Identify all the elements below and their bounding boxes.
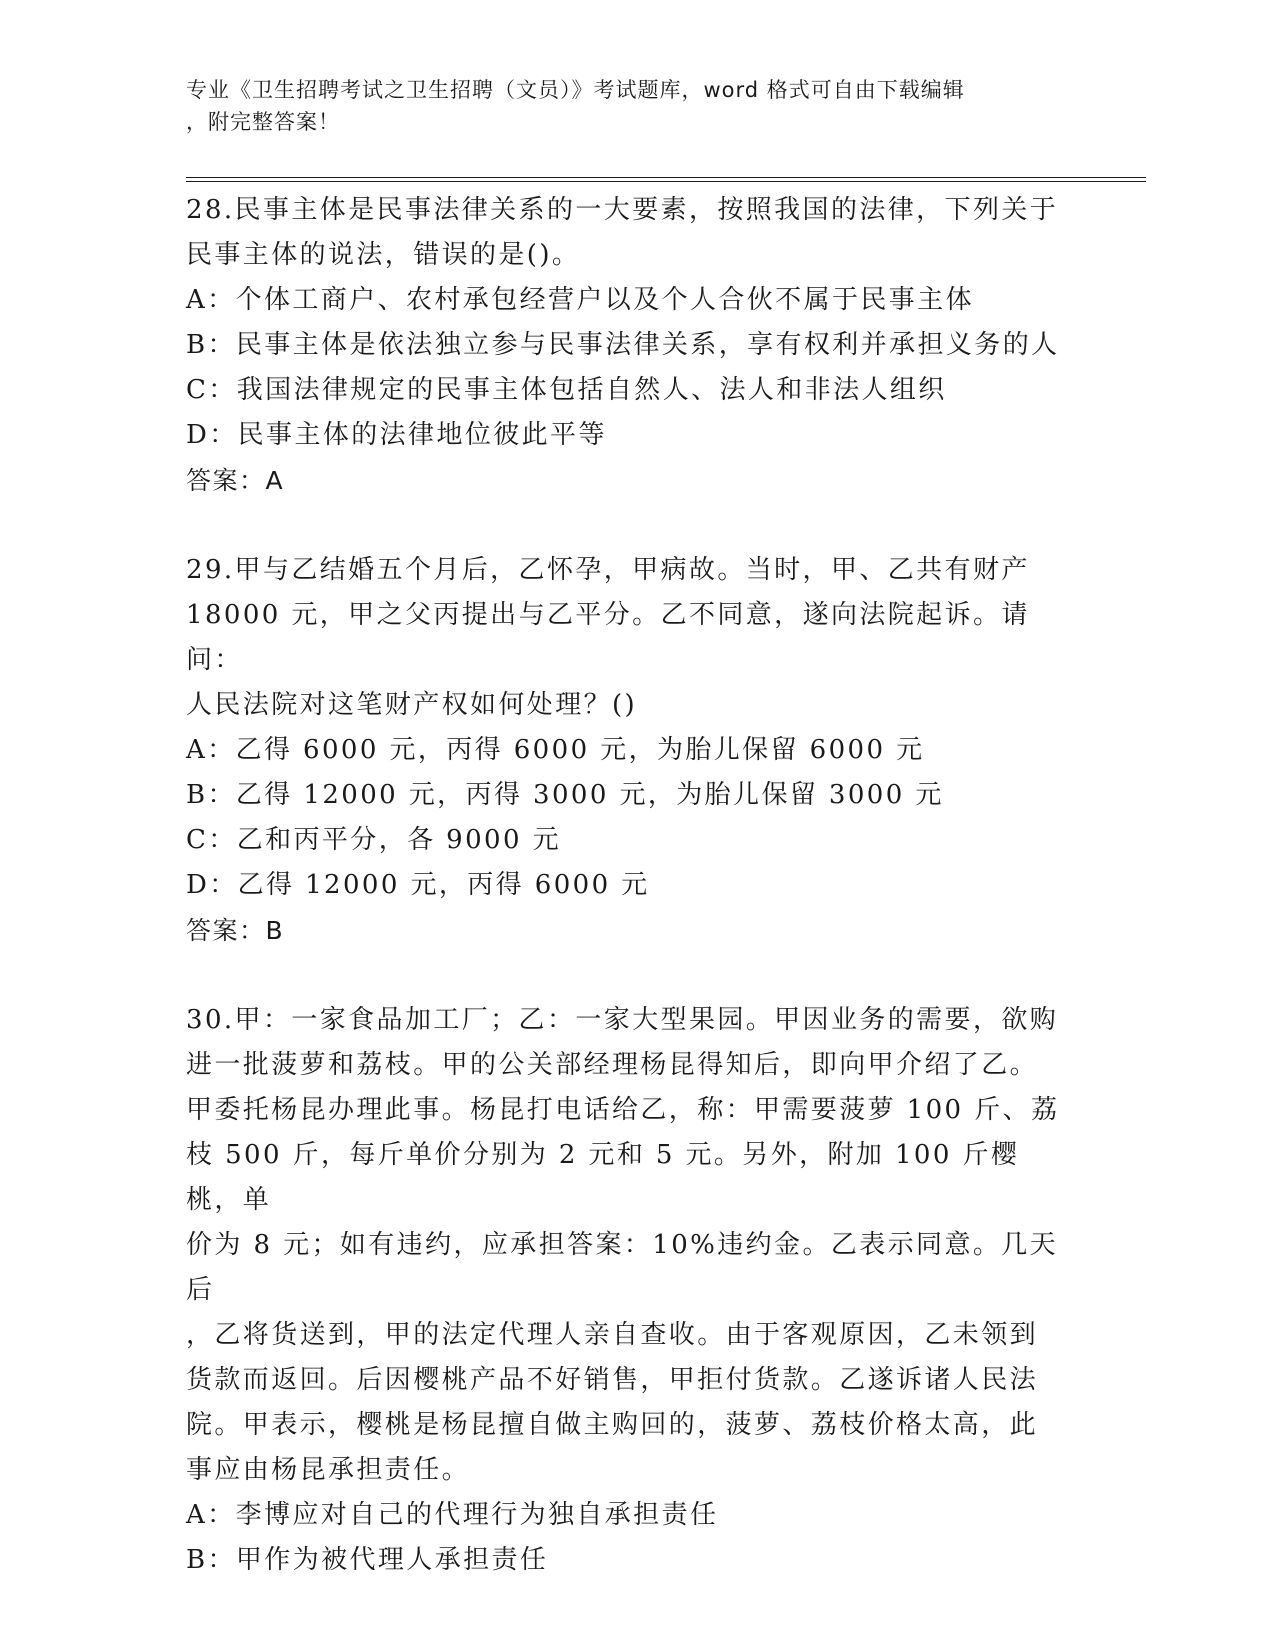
question-list <box>186 188 1066 1628</box>
question-stem-line: 枝 500 斤，每斤单价分别为 2 元和 5 元。另外，附加 100 斤樱桃，单 <box>186 1140 1020 1215</box>
question-stem-line: 30.甲：一家食品加工厂；乙：一家大型果园。甲因业务的需要，欲购 <box>186 1005 1059 1035</box>
question-stem-line: ，乙将货送到，甲的法定代理人亲自查收。由于客观原因，乙未领到 <box>186 1320 1039 1350</box>
question-stem-line: 进一批菠萝和荔枝。甲的公关部经理杨昆得知后，即向甲介绍了乙。 <box>186 1050 1039 1080</box>
question-stem-line: 民事主体的说法，错误的是()。 <box>186 240 581 270</box>
answer-line: 答案：B <box>186 916 285 945</box>
page-header <box>186 74 1066 138</box>
header-line-2: ，附完整答案！ <box>186 110 340 134</box>
question-stem-line: 人民法院对这笔财产权如何处理？() <box>186 690 638 720</box>
header-divider <box>186 177 1146 182</box>
answer-line: 答案：A <box>186 466 285 495</box>
option-b: B：民事主体是依法独立参与民事法律关系，享有权利并承担义务的人 <box>186 330 1060 360</box>
question-stem-line: 货款而返回。后因樱桃产品不好销售，甲拒付货款。乙遂诉诸人民法 <box>186 1365 1039 1395</box>
option-c: C：我国法律规定的民事主体包括自然人、法人和非法人组织 <box>186 375 947 405</box>
question-stem-line: 甲委托杨昆办理此事。杨昆打电话给乙，称：甲需要菠萝 100 斤、荔 <box>186 1095 1060 1125</box>
question-28 <box>186 188 1066 503</box>
option-a: A：李博应对自己的代理行为独自承担责任 <box>186 1500 719 1530</box>
question-30 <box>186 998 1066 1583</box>
header-line-1: 专业《卫生招聘考试之卫生招聘（文员）》考试题库，word 格式可自由下载编辑 <box>186 78 965 102</box>
option-a: A：乙得 6000 元，丙得 6000 元，为胎儿保留 6000 元 <box>186 735 925 765</box>
question-29 <box>186 548 1066 953</box>
question-stem-line: 价为 8 元；如有违约，应承担答案：10%违约金。乙表示同意。几天后 <box>186 1230 1059 1305</box>
question-stem-line: 18000 元，甲之父丙提出与乙平分。乙不同意，遂向法院起诉。请问： <box>186 600 1030 675</box>
option-d: D：乙得 12000 元，丙得 6000 元 <box>186 870 650 900</box>
question-stem-line: 28.民事主体是民事法律关系的一大要素，按照我国的法律，下列关于 <box>186 195 1059 225</box>
question-stem-line: 院。甲表示，樱桃是杨昆擅自做主购回的，菠萝、荔枝价格太高，此 <box>186 1410 1039 1440</box>
question-stem-line: 29.甲与乙结婚五个月后，乙怀孕，甲病故。当时，甲、乙共有财产 <box>186 555 1030 585</box>
option-d: D：民事主体的法律地位彼此平等 <box>186 420 607 450</box>
option-c: C：乙和丙平分，各 9000 元 <box>186 825 561 855</box>
option-b: B：乙得 12000 元，丙得 3000 元，为胎儿保留 3000 元 <box>186 780 944 810</box>
option-b: B：甲作为被代理人承担责任 <box>186 1545 549 1575</box>
option-a: A：个体工商户、农村承包经营户以及个人合伙不属于民事主体 <box>186 285 974 315</box>
question-stem-line: 事应由杨昆承担责任。 <box>186 1455 471 1485</box>
